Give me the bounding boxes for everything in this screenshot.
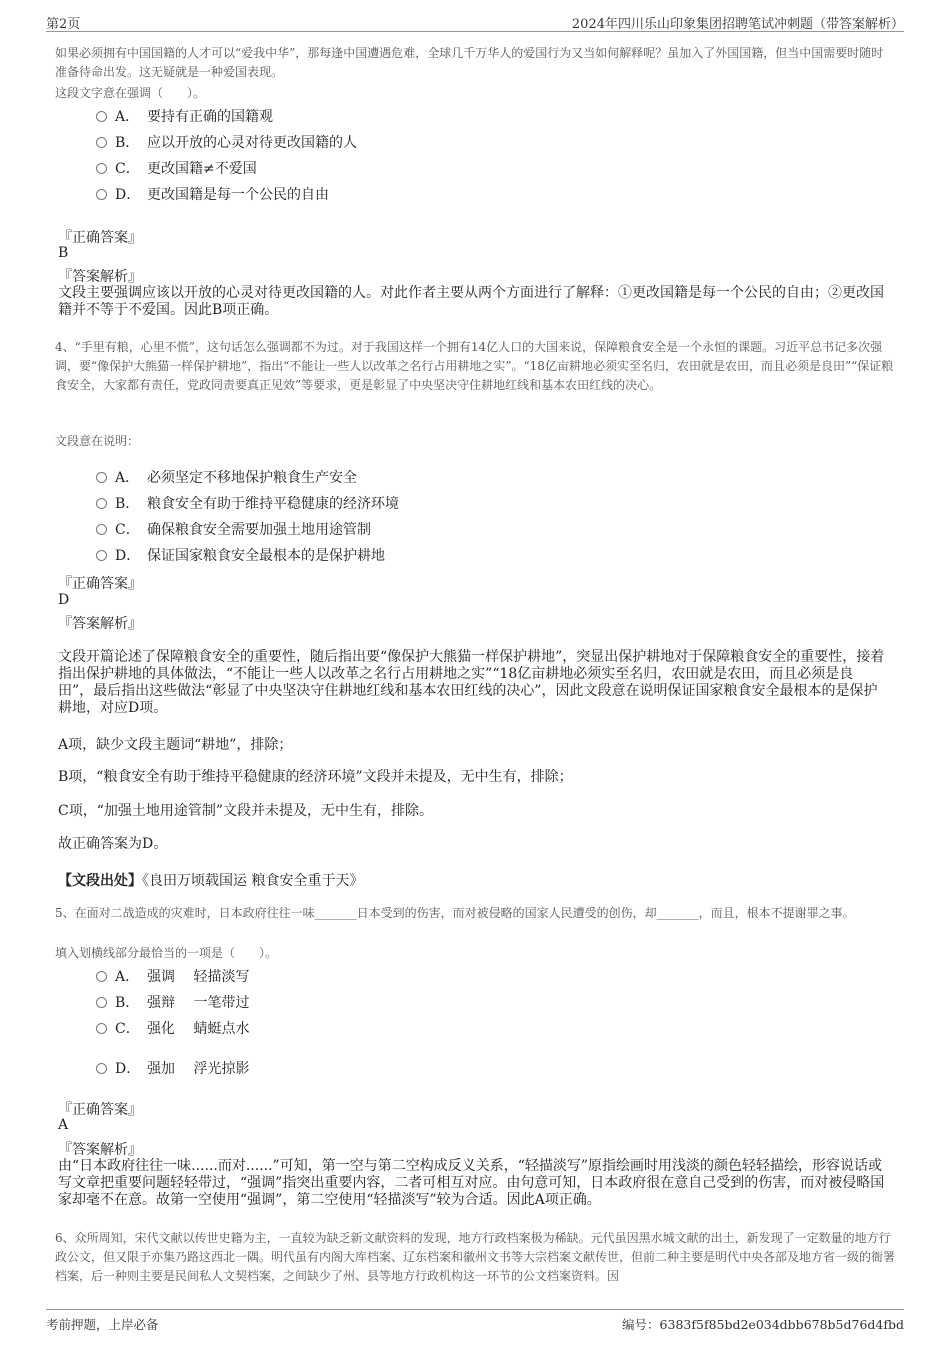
radio-icon[interactable] — [96, 550, 107, 561]
footer-doc-id: 编号：6383f5f85bd2e034dbb678b5d76d4fbd — [622, 1317, 904, 1332]
q4-analysis-title: 『答案解析』 — [58, 616, 142, 632]
q4-analysis: 文段开篇论述了保障粮食安全的重要性，随后指出要“像保护大熊猫一样保护耕地”，突显出保护耕地对于保障粮食安全的重要性，接着指出保护耕地的具体做法，“不能让一些人以改革之名行占用耕地之实”“18亿亩耕地必须实至名归，农田就是农田，而且必须是良田”，最后指出这些做法“彰显了中央坚决守住耕地红线和基本农田红线的决心”，因此文段意在说明保证国家粮食安全最根本的是保护耕地，对应D项。 — [58, 649, 885, 716]
q4-option-c[interactable]: C． 确保粮食安全需要加强土地用途管制 — [96, 519, 371, 541]
radio-icon[interactable] — [96, 997, 107, 1008]
radio-icon[interactable] — [96, 524, 107, 535]
radio-icon[interactable] — [96, 137, 107, 148]
page-header — [46, 10, 904, 32]
q5-analysis: 由“日本政府往往一味......而对......”可知，第一空与第二空构成反义关系，“轻描淡写”原指绘画时用浅淡的颜色轻轻描绘，形容说话或写文章把重要问题轻轻带过，“强调”指突出重要内容，二者可相互对应。由句意可知，日本政府很在意自己受到的伤害，而对被侵略国家却毫不在意。故第一空使用“强调”，第二空使用“轻描淡写”较为合适。因此A项正确。 — [58, 1158, 885, 1208]
question-5-text: 5、在面对二战造成的灾难时，日本政府往往一味_______日本受到的伤害，而对被侵略的国家人民遭受的创伤，却_______，而且，根本不提谢罪之事。 — [55, 906, 855, 920]
q5-option-c[interactable]: C． 强化 蜻蜓点水 — [96, 1018, 249, 1040]
radio-icon[interactable] — [96, 1063, 107, 1074]
q4-note-c: C项，“加强土地用途管制”文段并未提及，无中生有，排除。 — [58, 803, 434, 819]
question-4-text: 4、“手里有粮，心里不慌”，这句话怎么强调都不为过。对于我国这样一个拥有14亿人口的大国来说，保障粮食安全是一个永恒的课题。习近平总书记多次强调，要“像保护大熊猫一样保护耕地”，指出“不能让一些人以改革之名行占用耕地之实”。“18亿亩耕地必须实至名归，农田就是农田，而且必须是良田”“保证粮食安全，大家都有责任，党政同责要真正见效”等要求，更是彰显了中央坚决守住耕地红线和基本农田红线的决心。 — [55, 340, 894, 392]
q5-answer: A — [58, 1117, 69, 1133]
q3-answer-title: 『正确答案』 — [58, 230, 142, 246]
q4-option-b[interactable]: B． 粮食安全有助于维持平稳健康的经济环境 — [96, 493, 399, 515]
radio-icon[interactable] — [96, 1023, 107, 1034]
q4-option-d[interactable]: D． 保证国家粮食安全最根本的是保护耕地 — [96, 545, 385, 567]
q3-analysis: 文段主要强调应该以开放的心灵对待更改国籍的人。对此作者主要从两个方面进行了解释：①更改国籍是每一个公民的自由；②更改国籍并不等于不爱国。因此B项正确。 — [58, 285, 884, 318]
question-3-text: 如果必须拥有中国国籍的人才可以“爱我中华”，那每逢中国遭遇危难，全球几千万华人的爱国行为又当如何解释呢？虽加入了外国国籍，但当中国需要时随时准备待命出发。这无疑就是一种爱国表现。 — [55, 46, 884, 79]
q4-answer-title: 『正确答案』 — [58, 576, 142, 592]
page-number: 第2页 — [46, 17, 81, 32]
q3-answer: B — [58, 245, 69, 261]
q4-option-a[interactable]: A． 必须坚定不移地保护粮食生产安全 — [96, 467, 357, 489]
q3-option-d[interactable]: D． 更改国籍是每一个公民的自由 — [96, 184, 329, 206]
q3-option-a[interactable]: A． 要持有正确的国籍观 — [96, 106, 273, 128]
q4-note-a: A项，缺少文段主题词“耕地”，排除； — [58, 737, 293, 753]
q4-conclusion: 故正确答案为D。 — [58, 836, 168, 852]
q4-note-b: B项，“粮食安全有助于维持平稳健康的经济环境”文段并未提及，无中生有，排除； — [58, 769, 573, 785]
q4-source: 【文段出处】《良田万顷载国运 粮食安全重于天》 — [58, 873, 364, 889]
q3-option-b[interactable]: B． 应以开放的心灵对待更改国籍的人 — [96, 132, 357, 154]
q5-option-b[interactable]: B． 强辩 一笔带过 — [96, 992, 249, 1014]
q5-option-a[interactable]: A． 强调 轻描淡写 — [96, 966, 249, 988]
document-title: 2024年四川乐山印象集团招聘笔试冲刺题（带答案解析） — [571, 17, 904, 32]
question-3-stem: 这段文字意在强调（ ）。 — [55, 86, 206, 100]
q3-analysis-title: 『答案解析』 — [58, 269, 142, 285]
q5-analysis-title: 『答案解析』 — [58, 1142, 142, 1158]
radio-icon[interactable] — [96, 189, 107, 200]
q5-answer-title: 『正确答案』 — [58, 1102, 142, 1118]
radio-icon[interactable] — [96, 498, 107, 509]
radio-icon[interactable] — [96, 111, 107, 122]
question-4-stem: 文段意在说明： — [55, 434, 140, 448]
question-5-stem: 填入划横线部分最恰当的一项是（ ）。 — [55, 946, 278, 960]
radio-icon[interactable] — [96, 472, 107, 483]
q4-answer: D — [58, 592, 70, 608]
footer-slogan: 考前押题，上岸必备 — [46, 1317, 159, 1332]
question-6-text: 6、众所周知，宋代文献以传世史籍为主，一直较为缺乏新文献资料的发现，地方行政档案极为稀缺。元代虽因黑水城文献的出土，新发现了一定数量的地方行政公文，但又限于亦集乃路这西北一隅。明代虽有内阁大库档案、辽东档案和徽州文书等大宗档案文献传世，但前二种主要是明代中央各部及地方省一级的衙署档案，后一种则主要是民间私人文契档案，之间缺少了州、县等地方行政机构这一环节的公文档案资料。因 — [55, 1231, 896, 1283]
radio-icon[interactable] — [96, 163, 107, 174]
page-footer — [46, 1309, 904, 1333]
q5-option-d[interactable]: D． 强加 浮光掠影 — [96, 1058, 249, 1080]
q3-option-c[interactable]: C． 更改国籍≠不爱国 — [96, 158, 257, 180]
radio-icon[interactable] — [96, 971, 107, 982]
